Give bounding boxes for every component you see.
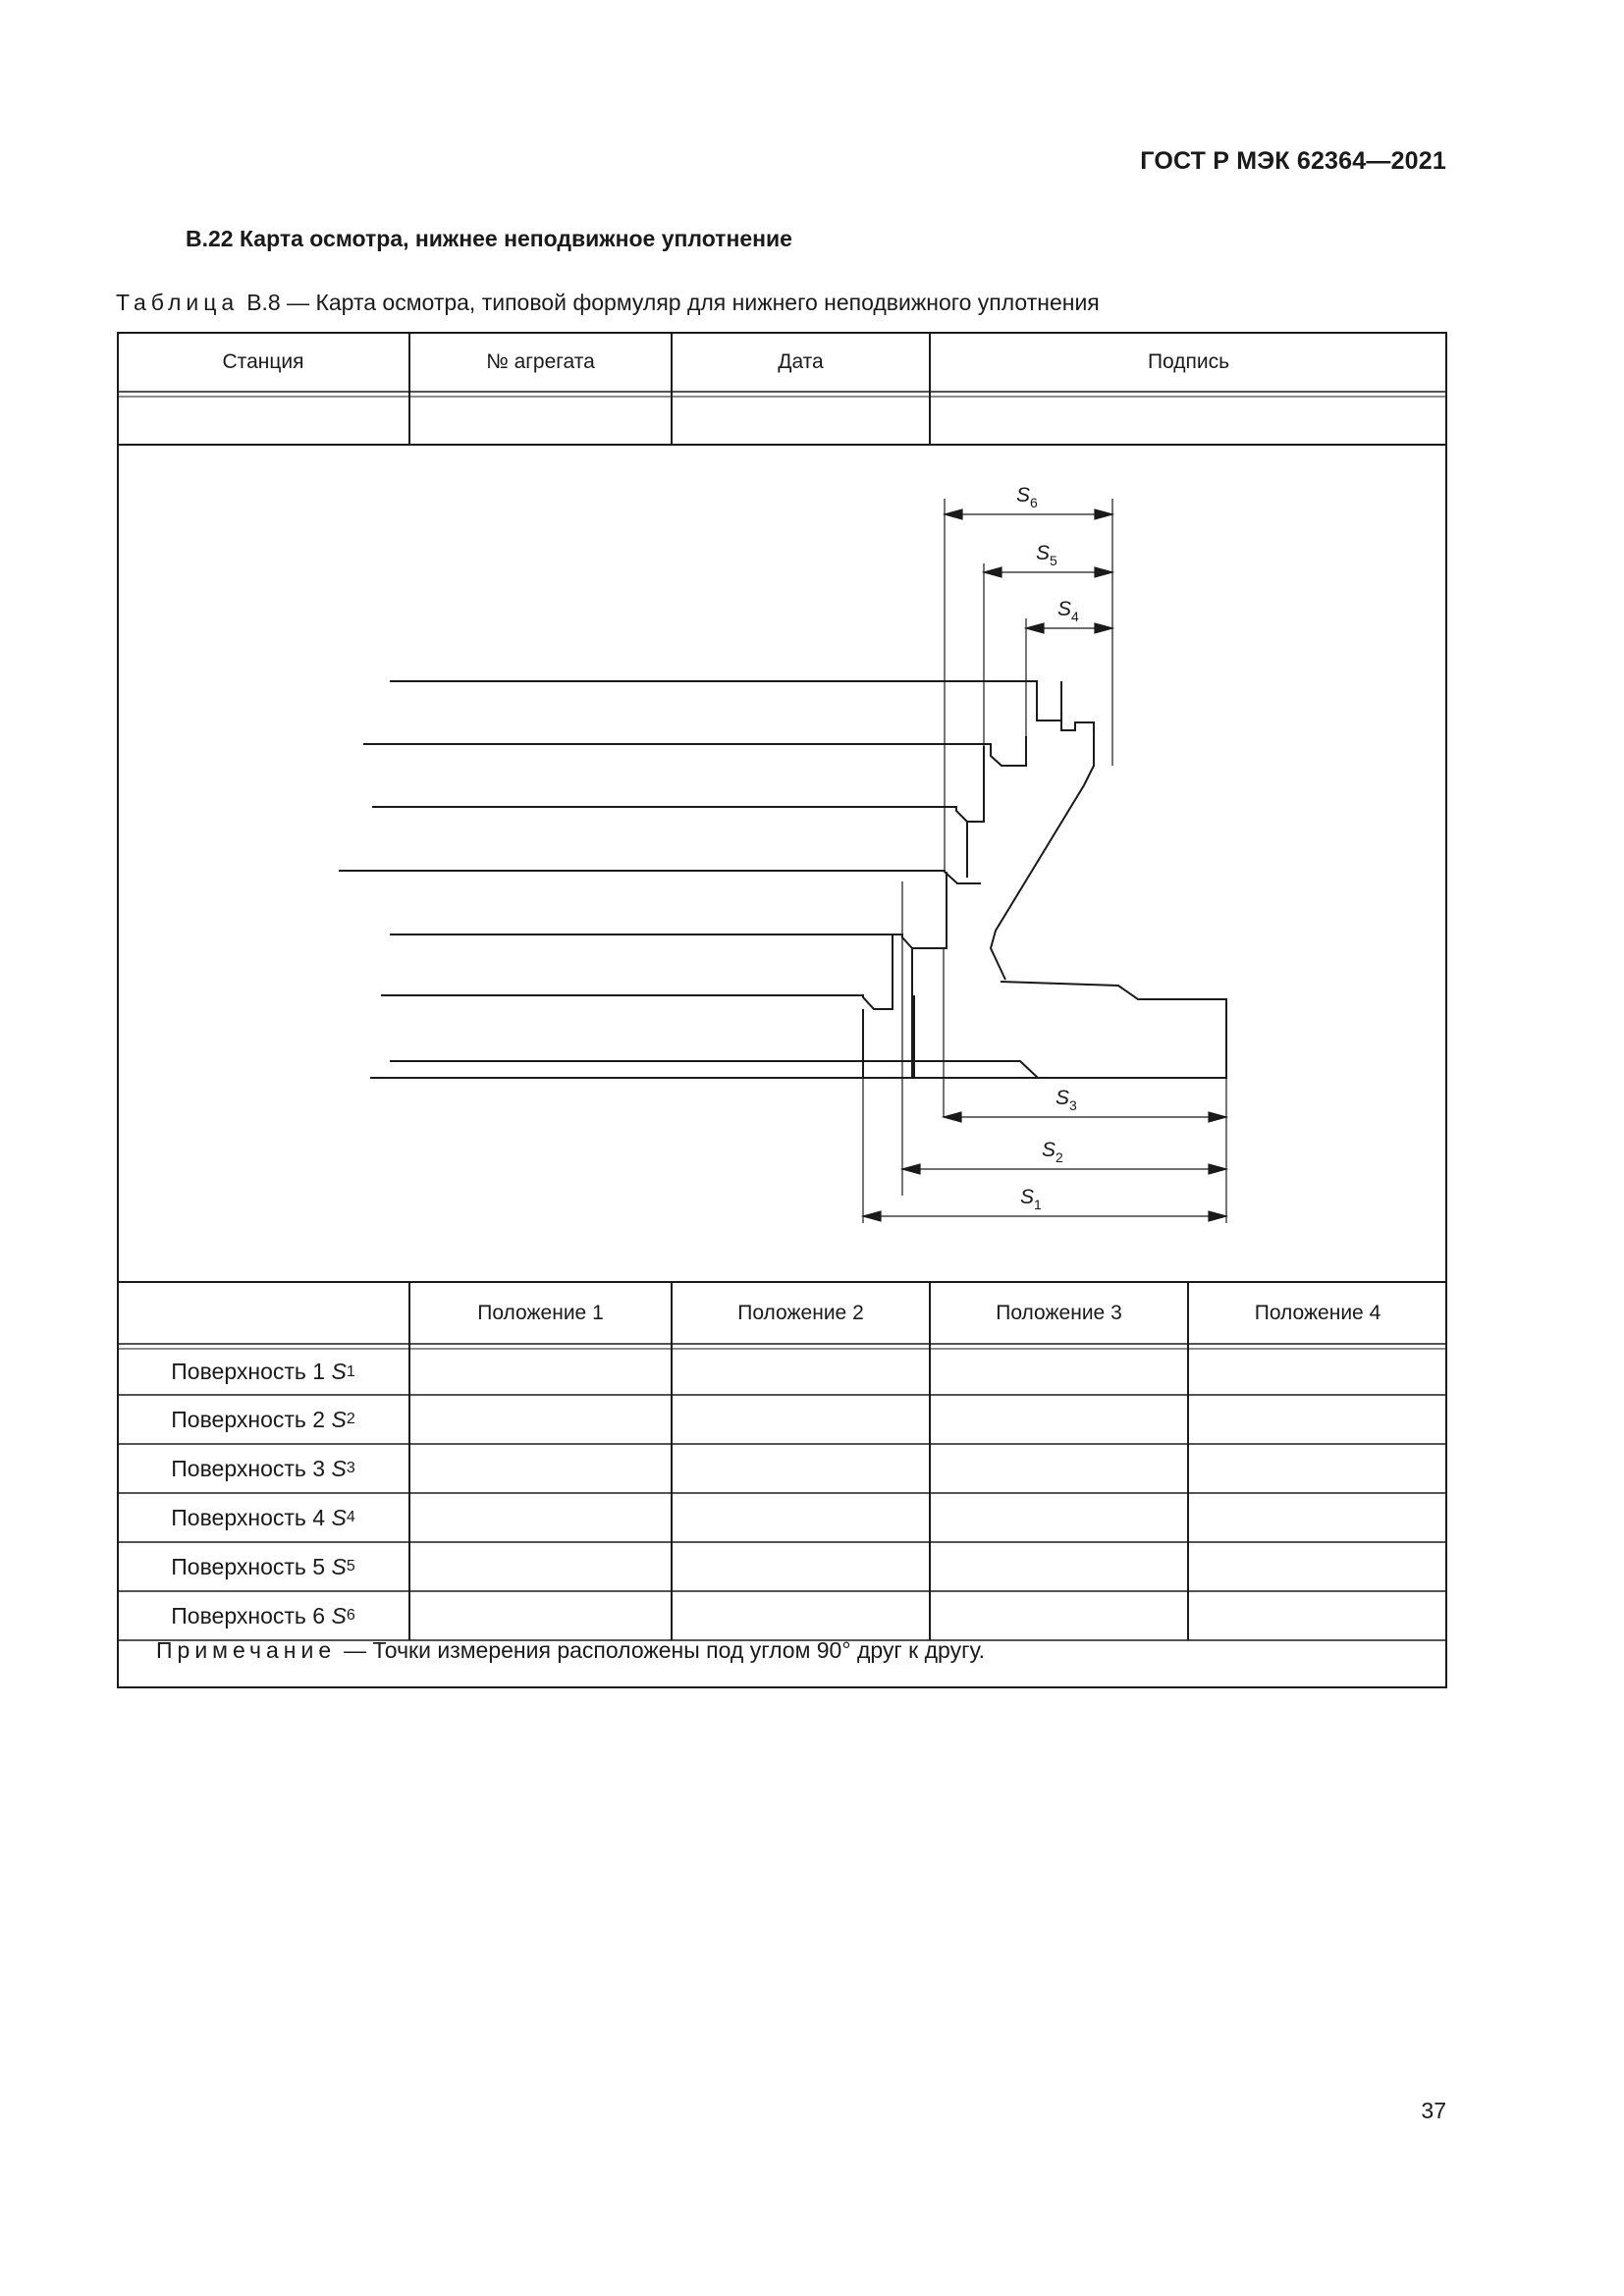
dimension-label-s1: $S_1$ xyxy=(1020,1186,1042,1212)
surface-row-label: Поверхность 3 S 3 xyxy=(171,1455,355,1481)
dimension-label-s3: $S_3$ xyxy=(1056,1087,1077,1113)
dimension-label-s5: $S_5$ xyxy=(1036,542,1057,568)
header-station: Станция xyxy=(222,349,304,373)
dimension-label-s4: $S_4$ xyxy=(1057,598,1079,624)
surface-row-label: Поверхность 1 S 1 xyxy=(171,1359,355,1384)
table-caption xyxy=(116,290,1100,316)
surface-row-label: Поверхность 2 S 2 xyxy=(171,1406,355,1432)
header-date: Дата xyxy=(778,349,824,373)
table-note xyxy=(156,1637,985,1664)
note-text: — Точки измерения расположены под углом 90° друг к другу. xyxy=(344,1637,986,1663)
page-number: 37 xyxy=(1421,2098,1446,2123)
document-standard-header: ГОСТ Р МЭК 62364—2021 xyxy=(1140,147,1446,175)
inspection-form xyxy=(117,332,1447,1689)
header-position-3: Положение 3 xyxy=(996,1301,1122,1324)
header-signature: Подпись xyxy=(1147,349,1230,373)
seal-drawing xyxy=(339,681,1226,1078)
surface-row-label: Поверхность 6 S 6 xyxy=(171,1602,355,1629)
header-position-1: Положение 1 xyxy=(477,1301,604,1324)
section-title: В.22 Карта осмотра, нижнее неподвижное уплотнение xyxy=(186,226,792,251)
dimension-label-s6: $S_6$ xyxy=(1016,484,1038,510)
table-caption-lead: Таблица xyxy=(116,290,240,315)
surface-row-label: Поверхность 4 S 4 xyxy=(171,1504,355,1530)
surface-row-label: Поверхность 5 S 5 xyxy=(171,1553,355,1579)
header-position-2: Положение 2 xyxy=(737,1301,864,1324)
table-caption-text: В.8 — Карта осмотра, типовой формуляр для нижнего неподвижного уплотнения xyxy=(246,290,1100,315)
dimension-lines xyxy=(863,499,1226,1223)
note-lead: Примечание xyxy=(156,1637,337,1663)
header-position-4: Положение 4 xyxy=(1254,1301,1381,1324)
header-unit-number: № агрегата xyxy=(486,349,595,373)
dimension-label-s2: $S_2$ xyxy=(1042,1139,1063,1165)
